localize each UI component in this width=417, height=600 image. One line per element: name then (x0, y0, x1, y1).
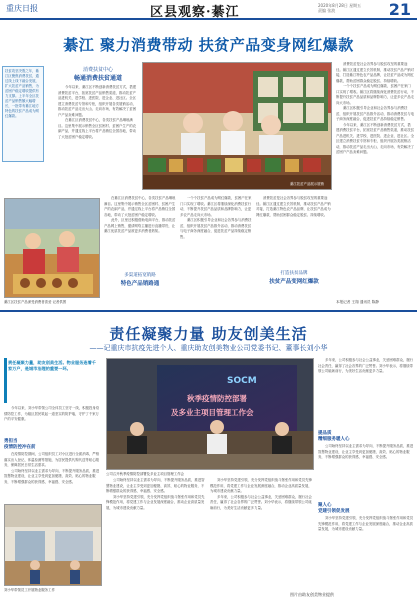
article2-column-g: 刘小华坚持党建引领，充分发挥党组织战斗堡垒作用和党员先锋模范作用，将党建工作与企业发展深度融合，推动企业高质量发展，为城市建设贡献力量。 (318, 516, 414, 531)
article2-photo-meeting (106, 358, 314, 470)
product-display-image (143, 63, 332, 190)
article2-column-c: 公司始终坚持以业主需求为导向，不断提升服务品质，推进智慧物业建设，让业主享受到更加便捷、高效、贴心的物业服务，不断增强群众的获得感、幸福感、安全感。 刘小华坚持党建引领，充分发挥党组织战斗堡垒作用和党员先锋模范作用，将党建工作与企业发展深度融合，推动企业高质量发展，为城市建设贡献力量。 (106, 478, 205, 510)
issue-date: 2020年8月28日 星期五 责编 张波 (318, 3, 362, 13)
article1-column2: 在綦江区消费扶贫中心，各类扶贫产品琳琅满目。这里集中展示销售全区贫困村、贫困户生产的农副产品，并通过线上平台将产品销往全国各地，带动了大批贫困户稳定增收。 此外，区里还积极借助电商平台，推动扶贫产品网上销售，邀请网络主播进行直播带货，让綦江优质扶贫产品被更多消费者熟知。 (104, 196, 176, 233)
section-title: 区县观察·綦江 (150, 5, 240, 20)
article2-subhead-a: 疫情防控冲在前 (4, 445, 36, 450)
banner-line2: 及多业主项目管理工作会 (171, 408, 254, 417)
article2-column-d: 刘小华坚持党建引领，充分发挥党组织战斗堡垒作用和党员先锋模范作用，将党建工作与企业发展深度融合，推动企业高质量发展，为城市建设贡献力量。 多年来，公司积极参与社会公益事业，关爱困难群众，履行社会责任，赢得了社会各界的广泛赞誉。刘小华表示，将继续带领公司砥砺前行，为美好生活贡献更多力量。 (210, 478, 312, 510)
article1-kicker3: 打造扶贫品牌 (280, 271, 308, 276)
article1-photo-display (142, 62, 332, 190)
article1-intro-box: 扶贫攻坚决胜之年，綦江区聚焦消费扶贫，通过线上线下融合发展，扩大扶贫产品销售，为贫困户稳定增收提供有力支撑。上半年全区扶贫产品销售额大幅增长，一批带有綦江地方特色的扶贫产品成为网红爆款。 (2, 66, 44, 162)
newspaper-name: 重庆日报 (6, 4, 38, 13)
page-number: 21 (388, 0, 411, 19)
article2-footer: 图片由助友创美物业提供 (290, 592, 334, 597)
article1-subhead1: 畅通消费扶贫通道 (73, 75, 122, 82)
article2-head-a: 勇担当 (4, 439, 18, 444)
article1-caption1: 綦江扶贫产品展示展销 (290, 182, 324, 186)
article1-column5: 消费扶贫是社会各界参与脱贫攻坚的重要途径。綦江区通过建立长效机制，推动扶贫产品产销对接，打造綦江特色农产品品牌，让扶贫产品成为网红爆款，帮助贫困群众稳定脱贫、持续增收。 (256, 196, 331, 217)
article2-column-f: 公司始终坚持以业主需求为导向，不断提升服务品质，推进智慧物业建设，让业主享受到更加便捷、高效、贴心的物业服务，不断增强群众的获得感、幸福感、安全感。 (318, 444, 414, 459)
article1-subhead2: 特色产品销路通 (120, 281, 160, 287)
article2-caption4: 刘小华带领员工开展物业服务工作 (4, 588, 55, 592)
article2-subhead-b: 精细服务暖人心 (318, 437, 350, 442)
masthead (0, 0, 417, 20)
article2-head-c: 聚人心 (318, 503, 332, 508)
article1-column3: 一个个扶贫产品成为网红爆款，贫困户在家门口实现了增收。綦江区将继续深化消费扶贫行动，不断提升扶贫产品品质和品牌影响力，让更多农产品走向大市场。 綦江区积极引导企业和社会各界参与消费扶贫，组织开展扶贫产品推介活动，推动消费扶贫与电子商务深度融合，促进扶贫产品持续稳定销售。 (180, 196, 252, 239)
article1-byline: 本报记者 王翔 通讯员 陈静 (336, 300, 379, 304)
article1-kicker1: 消费扶贫中心 (82, 67, 113, 73)
article2-caption3: 公司召开秋季疫情防控部署及多业主项目管理工作会 (106, 472, 184, 476)
article2-pull-quote: 责任凝聚力量，助友创美生活。物业服务连着千家万户，是城市治理的重要一环。 (4, 358, 102, 403)
article2-column-e: 多年来，公司积极参与社会公益事业，关爱困难群众，履行社会责任，赢得了社会各界的广泛赞誉。刘小华表示，将继续带领公司砥砺前行，为美好生活贡献更多力量。 (318, 358, 414, 373)
article1-column4: 消费扶贫是社会各界参与脱贫攻坚的重要途径。綦江区通过建立长效机制，推动扶贫产品产销对接，打造綦江特色农产品品牌，让扶贫产品成为网红爆款，帮助贫困群众稳定脱贫、持续增收。 一个个扶贫产品成为网红爆款，贫困户在家门口实现了增收。綦江区将继续深化消费扶贫行动，不断提升扶贫产品品质和品牌影响力，让更多农产品走向大市场。 綦江区积极引导企业和社会各界参与消费扶贫，组织开展扶贫产品推介活动，推动消费扶贫与电子商务深度融合，促进扶贫产品持续稳定销售。 今年以来，綦江区不断创新消费扶贫方式，搭建消费扶贫平台，拓宽扶贫产品销售渠道，推动扶贫产品进机关、进学校、进医院、进企业、进社区。全区建立消费扶贫专馆和专柜，组织开展各类展销活动，推动扶贫产品走出大山、走向市场，有效解决了贫困户产品卖难问题。 (336, 62, 414, 154)
article2-head-b: 提品质 (318, 431, 332, 436)
article2-column-b: 在疫情防控期间，公司组织员工对小区进行全面消毒，严格落实出入登记、体温检测等措施，为居民提供代购代送等贴心服务，保障居民日常生活需求。 公司始终坚持以业主需求为导向，不断提升服务品质，推进智慧物业建设，让业主享受到更加便捷、高效、贴心的物业服务，不断增强群众的获得感、幸福感、安全感。 (4, 452, 100, 484)
article1-caption2: 綦江区扶贫产品深受消费者喜爱 记者供图 (4, 300, 67, 304)
market-image (5, 199, 100, 298)
article1-column1: 今年以来，綦江区不断创新消费扶贫方式，搭建消费扶贫平台，拓宽扶贫产品销售渠道，推动扶贫产品进机关、进学校、进医院、进企业、进社区。全区建立消费扶贫专馆和专柜，组织开展各类展销活动，推动扶贫产品走出大山、走向市场，有效解决了贫困户产品卖难问题。 在綦江区消费扶贫中心，各类扶贫产品琳琅满目。这里集中展示销售全区贫困村、贫困户生产的农副产品，并通过线上平台将产品销往全国各地，带动了大批贫困户稳定增收。 (58, 85, 137, 139)
article1-kicker2: 多渠道拓宽销路 (124, 273, 156, 278)
article2-subhead-c: 党建引领促发展 (318, 509, 350, 514)
article2-photo-office (4, 504, 102, 586)
article1-photo-market (4, 198, 100, 298)
article2-subhead: ——记重庆市抗疫先进个人、重庆助友创美物业公司党委书记、董事长刘小华 (89, 344, 328, 352)
article1-headline: 綦江 聚力消费带动 扶贫产品变身网红爆款 (63, 36, 354, 54)
banner-line1: 秋季疫情防控部署 (187, 394, 247, 403)
article2-column-a: 今年以来，刘小华带领公司全体员工坚守一线，积极投身疫情防控工作，为辖区居民筑起一道坚实的防护墙，守护了千家万户的平安健康。 (4, 406, 100, 421)
section-divider (0, 310, 417, 312)
office-image (5, 505, 102, 586)
meeting-image (107, 359, 314, 470)
banner-logo: SOCM (227, 376, 257, 386)
article1-subhead3: 扶贫产品变网红爆款 (269, 279, 319, 285)
article2-headline: 责任凝聚力量 助友创美生活 (109, 325, 308, 343)
